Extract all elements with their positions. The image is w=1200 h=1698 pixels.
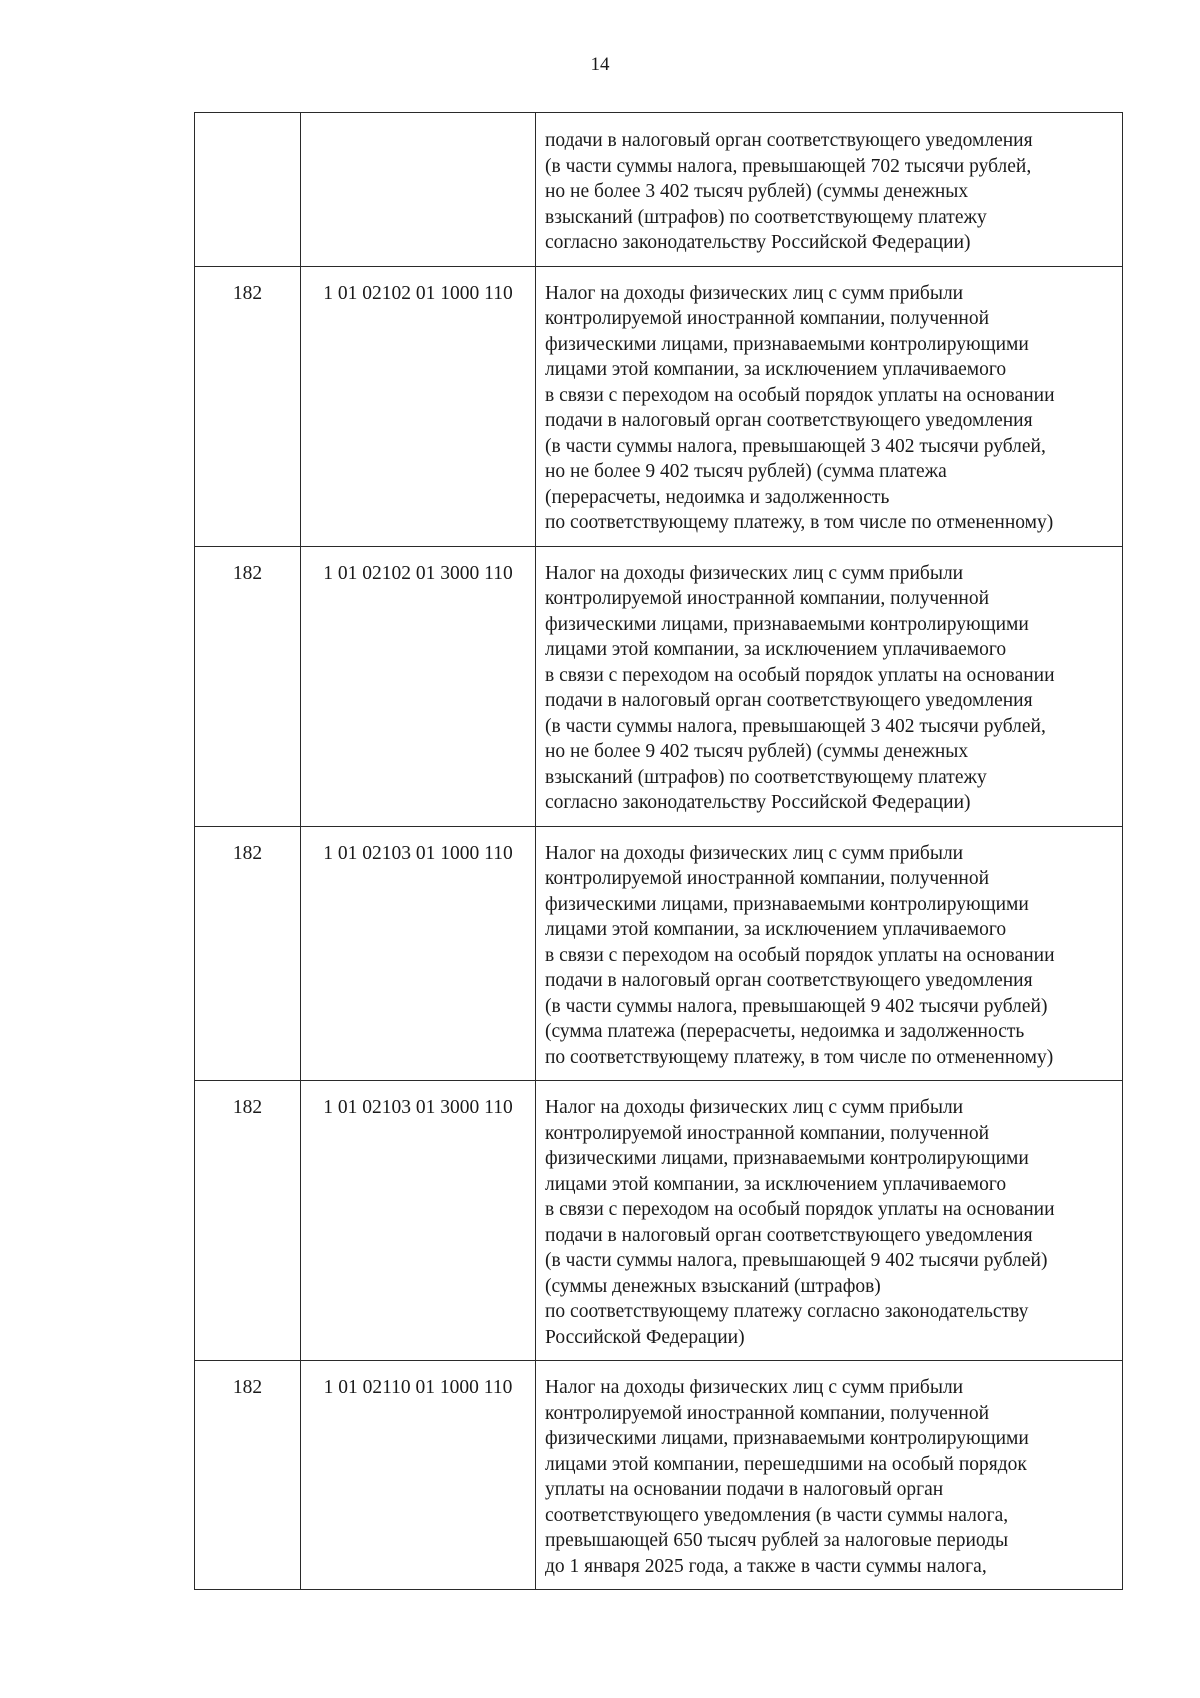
description-line: (в части суммы налога, превышающей 9 402 тысячи рублей) (545, 1250, 1048, 1271)
description-cell (536, 113, 1123, 267)
agency-code-cell: 182 (195, 826, 301, 1081)
description-line: подачи в налоговый орган соответствующего уведомления (545, 410, 1033, 431)
description-line: Налог на доходы физических лиц с сумм прибыли (545, 1097, 964, 1118)
budget-classification-table (194, 112, 1123, 1590)
description-line: физическими лицами, признаваемыми контролирующими (545, 333, 1029, 355)
agency-code-cell: 182 (195, 546, 301, 826)
agency-code-cell: 182 (195, 1081, 301, 1361)
description-line: в связи с переходом на особый порядок уплаты на основании (545, 384, 1055, 406)
description-line: физическими лицами, признаваемыми контролирующими (545, 893, 1029, 915)
table-row (195, 826, 1123, 1081)
description-line: по соответствующему платежу, в том числе по отмененному) (545, 1046, 1054, 1068)
agency-code-cell: 182 (195, 266, 301, 546)
description-line: контролируемой иностранной компании, полученной (545, 588, 990, 609)
description-cell (536, 546, 1123, 826)
agency-code-cell: 182 (195, 1361, 301, 1590)
description-line: контролируемой иностранной компании, полученной (545, 1402, 990, 1424)
description-line: Налог на доходы физических лиц с сумм прибыли (545, 842, 964, 864)
page-number: 14 (590, 54, 610, 75)
description-line: физическими лицами, признаваемыми контролирующими (545, 613, 1029, 635)
budget-code-cell (301, 113, 536, 267)
description-line: подачи в налоговый орган соответствующего уведомления (545, 690, 1033, 711)
budget-code-cell: 1 01 02110 01 1000 110 (301, 1361, 536, 1590)
description-cell (536, 826, 1123, 1081)
description-line: лицами этой компании, за исключением уплачиваемого (545, 359, 1007, 380)
description-line: контролируемой иностранной компании, полученной (545, 308, 990, 329)
description-line: (перерасчеты, недоимка и задолженность (545, 486, 890, 508)
description-cell (536, 1081, 1123, 1361)
description-line: контролируемой иностранной компании, полученной (545, 1122, 990, 1144)
description-line: лицами этой компании, перешедшими на особый порядок (545, 1453, 1027, 1475)
description-line: (в части суммы налога, превышающей 702 тысячи рублей, (545, 155, 1032, 177)
table-row (195, 546, 1123, 826)
description-cell (536, 266, 1123, 546)
description-line: Налог на доходы физических лиц с сумм прибыли (545, 562, 964, 584)
description-line: (сумма платежа (перерасчеты, недоимка и задолженность (545, 1021, 1025, 1042)
description-line: в связи с переходом на особый порядок уплаты на основании (545, 664, 1055, 686)
budget-code-cell: 1 01 02103 01 3000 110 (301, 1081, 536, 1361)
description-line: подачи в налоговый орган соответствующего уведомления (545, 970, 1033, 991)
description-line: подачи в налоговый орган соответствующего уведомления (545, 1224, 1033, 1246)
budget-code-cell: 1 01 02103 01 1000 110 (301, 826, 536, 1081)
description-line: но не более 3 402 тысяч рублей) (суммы денежных (545, 181, 969, 202)
budget-code-cell: 1 01 02102 01 1000 110 (301, 266, 536, 546)
table-row (195, 1081, 1123, 1361)
description-line: лицами этой компании, за исключением уплачиваемого (545, 1173, 1007, 1195)
description-line: (в части суммы налога, превышающей 3 402 тысячи рублей, (545, 715, 1046, 737)
description-line: взысканий (штрафов) по соответствующему платежу (545, 206, 987, 228)
description-line: физическими лицами, признаваемыми контролирующими (545, 1428, 1029, 1449)
description-line: (суммы денежных взысканий (штрафов) (545, 1275, 881, 1297)
description-line: контролируемой иностранной компании, полученной (545, 868, 990, 889)
description-line: в связи с переходом на особый порядок уплаты на основании (545, 1199, 1055, 1220)
description-line: Российской Федерации) (545, 1326, 745, 1348)
budget-code-cell: 1 01 02102 01 3000 110 (301, 546, 536, 826)
description-line: физическими лицами, признаваемыми контролирующими (545, 1148, 1029, 1169)
description-line: Налог на доходы физических лиц с сумм прибыли (545, 1377, 964, 1398)
description-line: лицами этой компании, за исключением уплачиваемого (545, 919, 1007, 940)
table-row (195, 266, 1123, 546)
table-row (195, 1361, 1123, 1590)
description-line: согласно законодательству Российской Федерации) (545, 792, 971, 813)
table-row (195, 113, 1123, 267)
description-cell (536, 1361, 1123, 1590)
description-line: до 1 января 2025 года, а также в части суммы налога, (545, 1555, 987, 1577)
description-line: превышающей 650 тысяч рублей за налоговые периоды (545, 1530, 1009, 1551)
description-line: уплаты на основании подачи в налоговый орган (545, 1479, 944, 1500)
agency-code-cell (195, 113, 301, 267)
description-line: лицами этой компании, за исключением уплачиваемого (545, 639, 1007, 660)
description-line: но не более 9 402 тысяч рублей) (сумма платежа (545, 461, 947, 482)
description-line: (в части суммы налога, превышающей 9 402 тысячи рублей) (545, 995, 1048, 1017)
description-line: подачи в налоговый орган соответствующего уведомления (545, 130, 1033, 151)
description-line: взысканий (штрафов) по соответствующему платежу (545, 766, 987, 788)
description-line: но не более 9 402 тысяч рублей) (суммы денежных (545, 741, 969, 762)
description-line: по соответствующему платежу, в том числе по отмененному) (545, 512, 1054, 533)
description-line: соответствующего уведомления (в части суммы налога, (545, 1504, 1009, 1526)
description-line: в связи с переходом на особый порядок уплаты на основании (545, 944, 1055, 966)
description-line: (в части суммы налога, превышающей 3 402 тысячи рублей, (545, 435, 1046, 457)
description-line: согласно законодательству Российской Федерации) (545, 232, 971, 253)
description-line: по соответствующему платежу согласно законодательству (545, 1301, 1029, 1322)
description-line: Налог на доходы физических лиц с сумм прибыли (545, 282, 964, 304)
